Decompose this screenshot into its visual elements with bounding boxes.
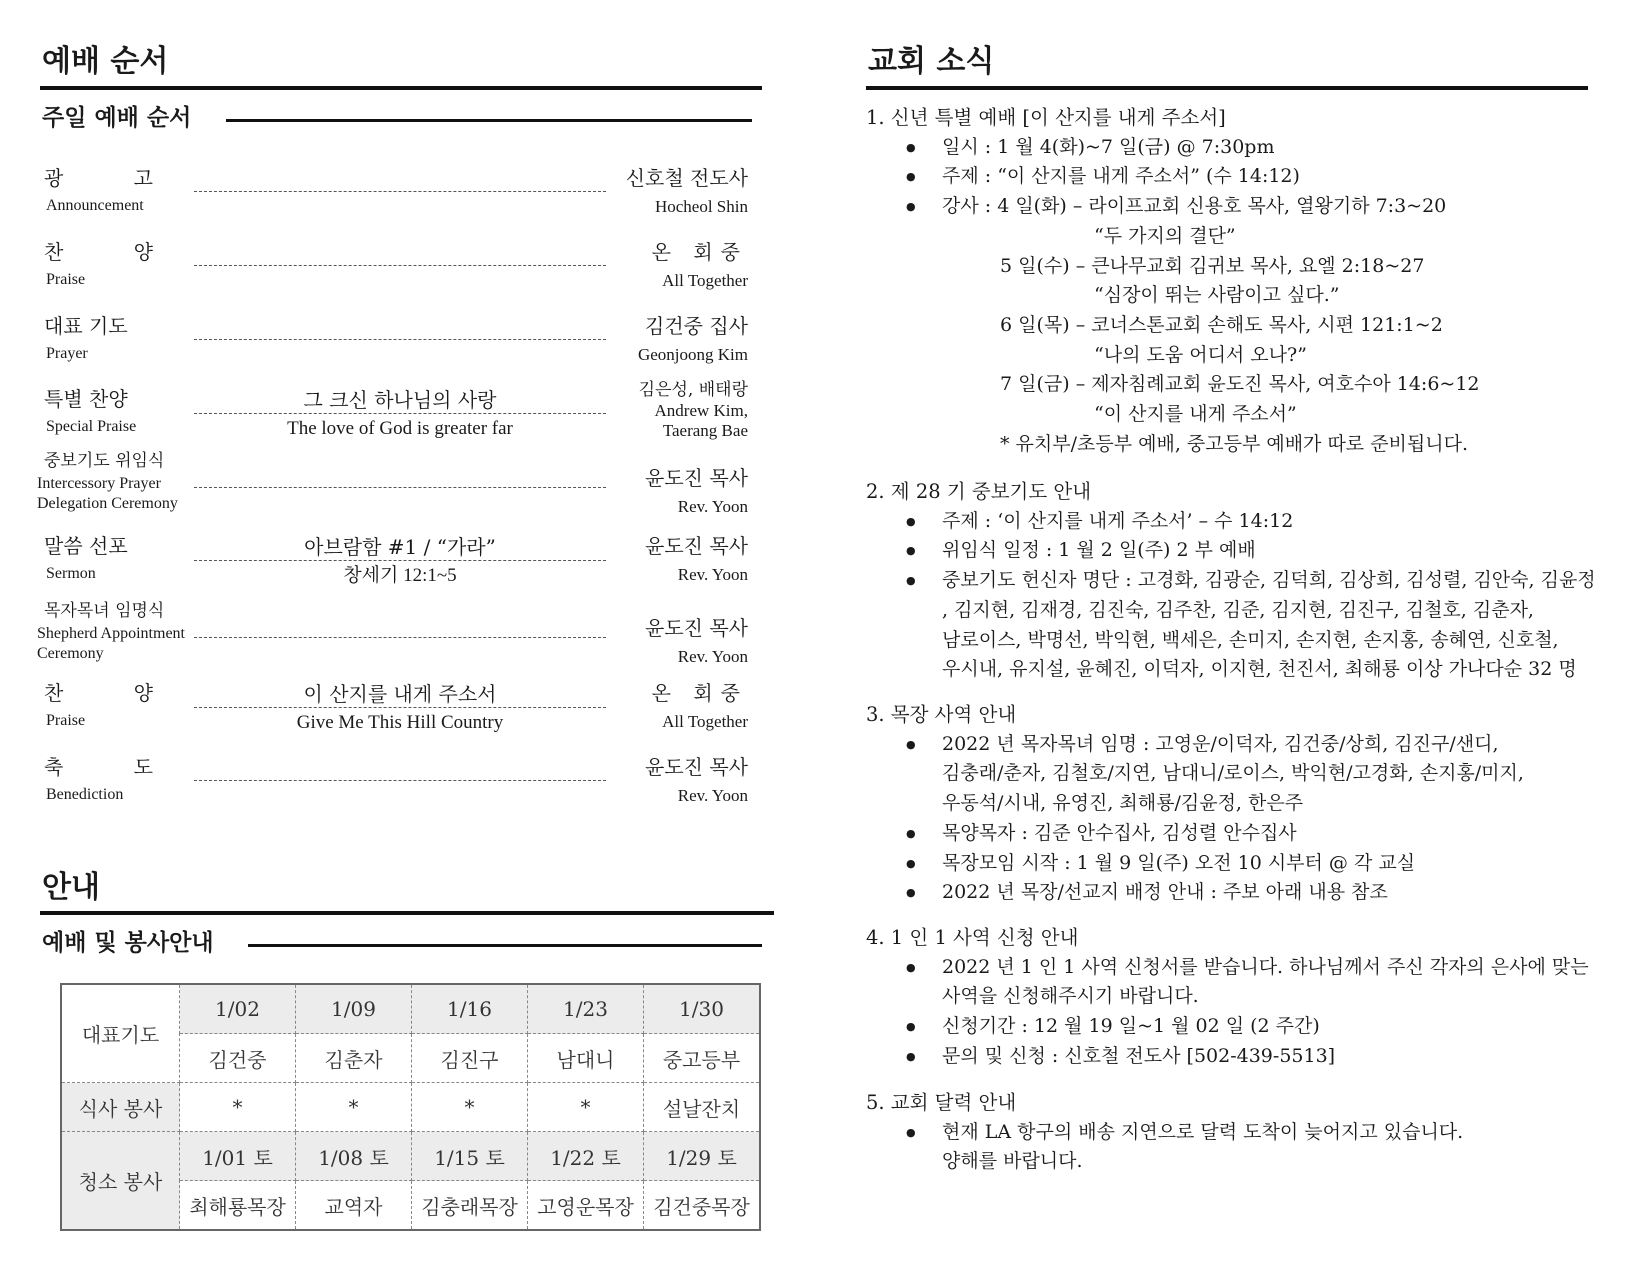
- news-section-title: 3. 목장 사역 안내: [866, 703, 1017, 726]
- order-item-ko: 찬 양: [44, 240, 185, 264]
- news-section-title: 1. 신년 특별 예배 [이 산지를 내게 주소서]: [866, 106, 1226, 129]
- duty-subheading-rule: [248, 944, 762, 947]
- date-cell: 1/02: [180, 984, 296, 1034]
- order-resp-en-2: Taerang Bae: [662, 421, 748, 440]
- bullet-icon: ●: [906, 737, 916, 751]
- order-item-ko: 축 도: [44, 755, 185, 779]
- clean-label: 청소 봉사: [61, 1132, 180, 1231]
- order-item-ko: 중보기도 위임식: [44, 451, 165, 471]
- meal-cell: *: [412, 1083, 528, 1132]
- order-item-ko: 찬 양: [44, 681, 185, 705]
- news-line: “나의 도움 어디서 오나?”: [1094, 343, 1307, 366]
- clean-date-cell: 1/01 토: [180, 1132, 296, 1181]
- order-item-en-2: Ceremony: [37, 645, 104, 662]
- bullet-icon: ●: [906, 514, 916, 528]
- news-line: , 김지현, 김재경, 김진숙, 김주찬, 김준, 김지현, 김진구, 김철호, 김춘자,: [942, 598, 1534, 621]
- order-item-ko: 특별 찬양: [44, 387, 128, 411]
- order-leader-dots: [194, 265, 606, 266]
- order-resp-ko: 윤도진 목사: [645, 466, 748, 490]
- meal-cell: *: [528, 1083, 644, 1132]
- news-line: 2022 년 1 인 1 사역 신청서를 받습니다. 하나님께서 주신 각자의 은사에 맞는: [942, 955, 1589, 978]
- duty-subheading: 예배 및 봉사안내: [42, 930, 214, 956]
- order-leader-dots: [194, 487, 606, 488]
- bullet-icon: ●: [906, 200, 916, 214]
- guide-heading-rule: [40, 911, 774, 915]
- clean-cell: 고영운목장: [528, 1181, 644, 1231]
- order-item-en: Announcement: [46, 197, 144, 214]
- order-title-ko: 이 산지를 내게 주소서: [303, 682, 497, 706]
- clean-date-cell: 1/29 토: [644, 1132, 761, 1181]
- bullet-icon: ●: [906, 960, 916, 974]
- bullet-icon: ●: [906, 140, 916, 154]
- news-line: 신청기간 : 12 월 19 일~1 월 02 일 (2 주간): [942, 1015, 1320, 1038]
- order-resp-en: Geonjoong Kim: [637, 345, 748, 364]
- news-line: 우동석/시내, 유영진, 최해룡/김윤정, 한은주: [942, 792, 1304, 815]
- news-section-title: 5. 교회 달력 안내: [866, 1091, 1017, 1114]
- meal-cell: *: [296, 1083, 412, 1132]
- order-item-ko: 말씀 선포: [44, 534, 128, 558]
- order-item-en: Praise: [46, 712, 86, 729]
- news-section-title: 2. 제 28 기 중보기도 안내: [866, 480, 1092, 503]
- news-line: 우시내, 유지설, 윤혜진, 이덕자, 이지현, 천진서, 최해룡 이상 가나다순 32 명: [942, 658, 1577, 681]
- order-resp-en: Rev. Yoon: [677, 647, 748, 666]
- bullet-icon: ●: [906, 826, 916, 840]
- news-line: 주제 : ‘이 산지를 내게 주소서’ – 수 14:12: [942, 509, 1294, 532]
- prayer-cell: 남대니: [528, 1034, 644, 1083]
- news-line: 현재 LA 항구의 배송 지연으로 달력 도착이 늦어지고 있습니다.: [942, 1120, 1464, 1143]
- news-line: “두 가지의 결단”: [1094, 224, 1236, 247]
- order-resp-ko: 윤도진 목사: [645, 616, 748, 640]
- order-item-en: Intercessory Prayer: [37, 475, 161, 492]
- news-line: 김충래/춘자, 김철호/지연, 남대니/로이스, 박익현/고경화, 손지홍/미지,: [942, 762, 1524, 785]
- order-resp-en: Hocheol Shin: [654, 197, 748, 216]
- order-resp-en: Rev. Yoon: [677, 497, 748, 516]
- guide-heading: 안내: [42, 870, 100, 905]
- news-line: 중보기도 헌신자 명단 : 고경화, 김광순, 김덕희, 김상희, 김성렬, 김안숙, 김윤정: [942, 569, 1596, 592]
- news-line: 사역을 신청해주시기 바랍니다.: [942, 985, 1199, 1008]
- order-resp-ko: 김은성, 배태랑: [638, 380, 748, 400]
- news-line: 목양목자 : 김준 안수집사, 김성렬 안수집사: [942, 821, 1297, 844]
- order-title-en: Give Me This Hill Country: [296, 712, 504, 733]
- clean-date-cell: 1/08 토: [296, 1132, 412, 1181]
- order-resp-ko: 신호철 전도사: [625, 166, 748, 190]
- order-resp-ko: 온 회중: [651, 681, 748, 705]
- prayer-cell: 김진구: [412, 1034, 528, 1083]
- meal-cell: *: [180, 1083, 296, 1132]
- bullet-icon: ●: [906, 574, 916, 588]
- order-resp-ko: 김건중 집사: [645, 314, 748, 338]
- sunday-order-subheading: 주일 예배 순서: [42, 105, 192, 131]
- news-line: “심장이 뛰는 사람이고 싶다.”: [1094, 284, 1340, 307]
- news-line: 일시 : 1 월 4(화)~7 일(금) @ 7:30pm: [942, 135, 1275, 158]
- order-item-ko: 대표 기도: [44, 314, 128, 338]
- order-leader-dots: [194, 707, 606, 708]
- order-heading-rule: [40, 86, 762, 90]
- order-resp-ko: 윤도진 목사: [645, 755, 748, 779]
- clean-cell: 김건중목장: [644, 1181, 761, 1231]
- news-line: 문의 및 신청 : 신호철 전도사 [502-439-5513]: [942, 1044, 1336, 1067]
- clean-cell: 김충래목장: [412, 1181, 528, 1231]
- news-line: 2022 년 목자목녀 임명 : 고영운/이덕자, 김건중/상희, 김진구/샌디,: [942, 732, 1499, 755]
- bullet-icon: ●: [906, 170, 916, 184]
- order-resp-en: Rev. Yoon: [677, 565, 748, 584]
- order-leader-dots: [194, 413, 606, 414]
- news-line: * 유치부/초등부 예배, 중고등부 예배가 따로 준비됩니다.: [1000, 432, 1469, 455]
- order-resp-en: Andrew Kim,: [654, 401, 748, 420]
- clean-date-cell: 1/22 토: [528, 1132, 644, 1181]
- news-line: 주제 : “이 산지를 내게 주소서” (수 14:12): [942, 165, 1300, 188]
- order-resp-en: All Together: [662, 712, 748, 731]
- sunday-order-rule: [226, 119, 752, 122]
- order-title-en: 창세기 12:1~5: [343, 565, 457, 586]
- order-item-ko: 광 고: [44, 166, 185, 190]
- news-line: 2022 년 목장/선교지 배정 안내 : 주보 아래 내용 참조: [942, 881, 1388, 904]
- order-item-en: Benediction: [46, 786, 124, 803]
- order-item-en: Shepherd Appointment: [37, 625, 185, 642]
- prayer-cell: 김건중: [180, 1034, 296, 1083]
- news-line: 위임식 일정 : 1 월 2 일(주) 2 부 예배: [942, 539, 1256, 562]
- news-line: 6 일(목) – 코너스톤교회 손해도 목사, 시편 121:1~2: [1000, 313, 1443, 336]
- bullet-icon: ●: [906, 1125, 916, 1139]
- order-leader-dots: [194, 780, 606, 781]
- news-line: “이 산지를 내게 주소서”: [1094, 403, 1297, 425]
- news-line: 남로이스, 박명선, 박익현, 백세은, 손미지, 손지현, 손지홍, 송혜연, 신호철,: [942, 628, 1559, 651]
- meal-cell: 설날잔치: [644, 1083, 761, 1132]
- prayer-cell: 김춘자: [296, 1034, 412, 1083]
- news-line: 목장모임 시작 : 1 월 9 일(주) 오전 10 시부터 @ 각 교실: [942, 851, 1416, 874]
- order-resp-ko: 윤도진 목사: [645, 534, 748, 558]
- news-heading: 교회 소식: [868, 44, 995, 79]
- prayer-cell: 중고등부: [644, 1034, 761, 1083]
- bullet-icon: ●: [906, 886, 916, 900]
- bullet-icon: ●: [906, 1049, 916, 1063]
- prayer-label: 대표기도: [61, 984, 180, 1083]
- date-cell: 1/30: [644, 984, 761, 1034]
- news-line: 7 일(금) – 제자침례교회 윤도진 목사, 여호수아 14:6~12: [1000, 373, 1480, 396]
- order-item-en-2: Delegation Ceremony: [37, 495, 178, 512]
- meal-label: 식사 봉사: [61, 1083, 180, 1132]
- order-resp-en: All Together: [662, 271, 748, 290]
- order-leader-dots: [194, 191, 606, 192]
- order-title-ko: 아브람함 #1 / “가라”: [304, 535, 496, 559]
- news-heading-rule: [866, 86, 1588, 90]
- order-item-en: Special Praise: [46, 418, 137, 435]
- date-cell: 1/09: [296, 984, 412, 1034]
- bullet-icon: ●: [906, 1020, 916, 1034]
- date-cell: 1/23: [528, 984, 644, 1034]
- order-heading: 예배 순서: [42, 44, 169, 79]
- clean-cell: 교역자: [296, 1181, 412, 1231]
- order-resp-en: Rev. Yoon: [677, 786, 748, 805]
- bullet-icon: ●: [906, 856, 916, 870]
- news-line: 5 일(수) – 큰나무교회 김귀보 목사, 요엘 2:18~27: [1000, 254, 1425, 277]
- order-title-ko: 그 크신 하나님의 사랑: [303, 388, 497, 412]
- order-item-en: Sermon: [46, 565, 96, 582]
- order-leader-dots: [194, 339, 606, 340]
- order-item-ko: 목자목녀 임명식: [44, 601, 165, 621]
- order-item-en: Prayer: [46, 345, 88, 362]
- news-section-title: 4. 1 인 1 사역 신청 안내: [866, 926, 1079, 949]
- order-title-en: The love of God is greater far: [287, 418, 513, 439]
- clean-cell: 최해룡목장: [180, 1181, 296, 1231]
- duty-table: [60, 983, 761, 1231]
- clean-date-cell: 1/15 토: [412, 1132, 528, 1181]
- bullet-icon: ●: [906, 544, 916, 558]
- news-line: 양해를 바랍니다.: [942, 1150, 1083, 1173]
- order-leader-dots: [194, 637, 606, 638]
- order-leader-dots: [194, 560, 606, 561]
- date-cell: 1/16: [412, 984, 528, 1034]
- order-resp-ko: 온 회중: [651, 240, 748, 264]
- order-item-en: Praise: [46, 271, 86, 288]
- news-line: 강사 : 4 일(화) – 라이프교회 신용호 목사, 열왕기하 7:3~20: [942, 195, 1447, 218]
